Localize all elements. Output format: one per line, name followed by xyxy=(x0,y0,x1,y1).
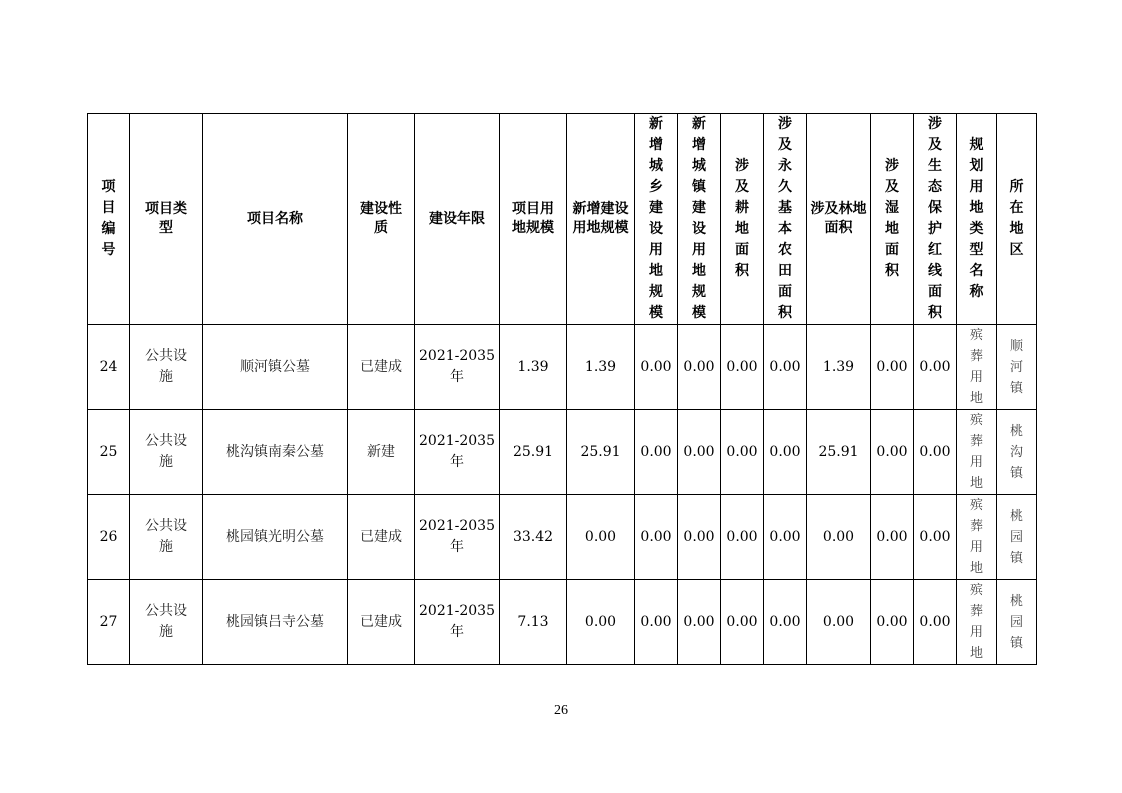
cell-ecological-redline-area: 0.00 xyxy=(914,325,957,410)
cell-location: 顺河镇 xyxy=(997,325,1037,410)
page-number: 26 xyxy=(554,703,568,718)
cell-basic-farmland-area: 0.00 xyxy=(764,410,807,495)
cell-planned-land-type: 殡葬用地 xyxy=(957,580,997,665)
cell-basic-farmland-area: 0.00 xyxy=(764,495,807,580)
cell-new-construction-land: 1.39 xyxy=(567,325,635,410)
header-new-town-land: 新增城镇建设用地规模 xyxy=(678,114,721,325)
cell-ecological-redline-area: 0.00 xyxy=(914,580,957,665)
cell-new-construction-land: 0.00 xyxy=(567,495,635,580)
table-row xyxy=(88,325,1037,410)
table-row xyxy=(88,495,1037,580)
cell-project-name: 顺河镇公墓 xyxy=(203,325,348,410)
cell-construction-nature: 已建成 xyxy=(348,325,415,410)
header-wetland-area: 涉及湿地面积 xyxy=(871,114,914,325)
cell-project-number: 24 xyxy=(88,325,130,410)
cell-new-town-land: 0.00 xyxy=(678,325,721,410)
cell-new-town-land: 0.00 xyxy=(678,410,721,495)
cell-new-town-land: 0.00 xyxy=(678,580,721,665)
header-project-type: 项目类型 xyxy=(130,114,203,325)
cell-project-name: 桃沟镇南秦公墓 xyxy=(203,410,348,495)
cell-project-type: 公共设施 xyxy=(130,495,203,580)
cell-project-number: 25 xyxy=(88,410,130,495)
header-project-name: 项目名称 xyxy=(203,114,348,325)
cell-land-scale: 1.39 xyxy=(500,325,567,410)
cell-project-type: 公共设施 xyxy=(130,325,203,410)
table-row xyxy=(88,410,1037,495)
cell-new-urban-rural-land: 0.00 xyxy=(635,580,678,665)
cell-new-construction-land: 25.91 xyxy=(567,410,635,495)
cell-construction-period: 2021-2035年 xyxy=(415,580,500,665)
header-planned-land-type: 规划用地类型名称 xyxy=(957,114,997,325)
cell-location: 桃沟镇 xyxy=(997,410,1037,495)
cell-wetland-area: 0.00 xyxy=(871,325,914,410)
header-forest-area: 涉及林地面积 xyxy=(807,114,871,325)
cell-forest-area: 1.39 xyxy=(807,325,871,410)
cell-planned-land-type: 殡葬用地 xyxy=(957,410,997,495)
cell-project-number: 26 xyxy=(88,495,130,580)
cell-wetland-area: 0.00 xyxy=(871,495,914,580)
table-row xyxy=(88,580,1037,665)
header-land-scale: 项目用地规模 xyxy=(500,114,567,325)
cell-farmland-area: 0.00 xyxy=(721,495,764,580)
header-construction-nature: 建设性质 xyxy=(348,114,415,325)
cell-basic-farmland-area: 0.00 xyxy=(764,325,807,410)
cell-new-construction-land: 0.00 xyxy=(567,580,635,665)
cell-forest-area: 0.00 xyxy=(807,580,871,665)
cell-ecological-redline-area: 0.00 xyxy=(914,410,957,495)
cell-farmland-area: 0.00 xyxy=(721,580,764,665)
cell-project-number: 27 xyxy=(88,580,130,665)
cell-planned-land-type: 殡葬用地 xyxy=(957,495,997,580)
cell-location: 桃园镇 xyxy=(997,580,1037,665)
cell-construction-nature: 新建 xyxy=(348,410,415,495)
cell-new-urban-rural-land: 0.00 xyxy=(635,410,678,495)
header-construction-period: 建设年限 xyxy=(415,114,500,325)
cell-land-scale: 7.13 xyxy=(500,580,567,665)
land-use-table xyxy=(87,113,1037,665)
cell-project-name: 桃园镇光明公墓 xyxy=(203,495,348,580)
cell-farmland-area: 0.00 xyxy=(721,325,764,410)
cell-construction-nature: 已建成 xyxy=(348,580,415,665)
cell-new-urban-rural-land: 0.00 xyxy=(635,325,678,410)
header-row xyxy=(88,114,1037,325)
cell-forest-area: 25.91 xyxy=(807,410,871,495)
cell-land-scale: 33.42 xyxy=(500,495,567,580)
cell-new-urban-rural-land: 0.00 xyxy=(635,495,678,580)
cell-wetland-area: 0.00 xyxy=(871,410,914,495)
cell-project-type: 公共设施 xyxy=(130,580,203,665)
cell-location: 桃园镇 xyxy=(997,495,1037,580)
cell-construction-nature: 已建成 xyxy=(348,495,415,580)
cell-wetland-area: 0.00 xyxy=(871,580,914,665)
header-new-construction-land: 新增建设用地规模 xyxy=(567,114,635,325)
cell-project-type: 公共设施 xyxy=(130,410,203,495)
cell-construction-period: 2021-2035年 xyxy=(415,410,500,495)
header-new-urban-rural-land: 新增城乡建设用地规模 xyxy=(635,114,678,325)
header-ecological-redline-area: 涉及生态保护红线面积 xyxy=(914,114,957,325)
header-basic-farmland-area: 涉及永久基本农田面积 xyxy=(764,114,807,325)
cell-basic-farmland-area: 0.00 xyxy=(764,580,807,665)
cell-planned-land-type: 殡葬用地 xyxy=(957,325,997,410)
cell-construction-period: 2021-2035年 xyxy=(415,325,500,410)
cell-construction-period: 2021-2035年 xyxy=(415,495,500,580)
cell-ecological-redline-area: 0.00 xyxy=(914,495,957,580)
cell-forest-area: 0.00 xyxy=(807,495,871,580)
header-location: 所在地区 xyxy=(997,114,1037,325)
cell-farmland-area: 0.00 xyxy=(721,410,764,495)
header-project-number: 项目编号 xyxy=(88,114,130,325)
header-farmland-area: 涉及耕地面积 xyxy=(721,114,764,325)
cell-project-name: 桃园镇吕寺公墓 xyxy=(203,580,348,665)
cell-new-town-land: 0.00 xyxy=(678,495,721,580)
cell-land-scale: 25.91 xyxy=(500,410,567,495)
